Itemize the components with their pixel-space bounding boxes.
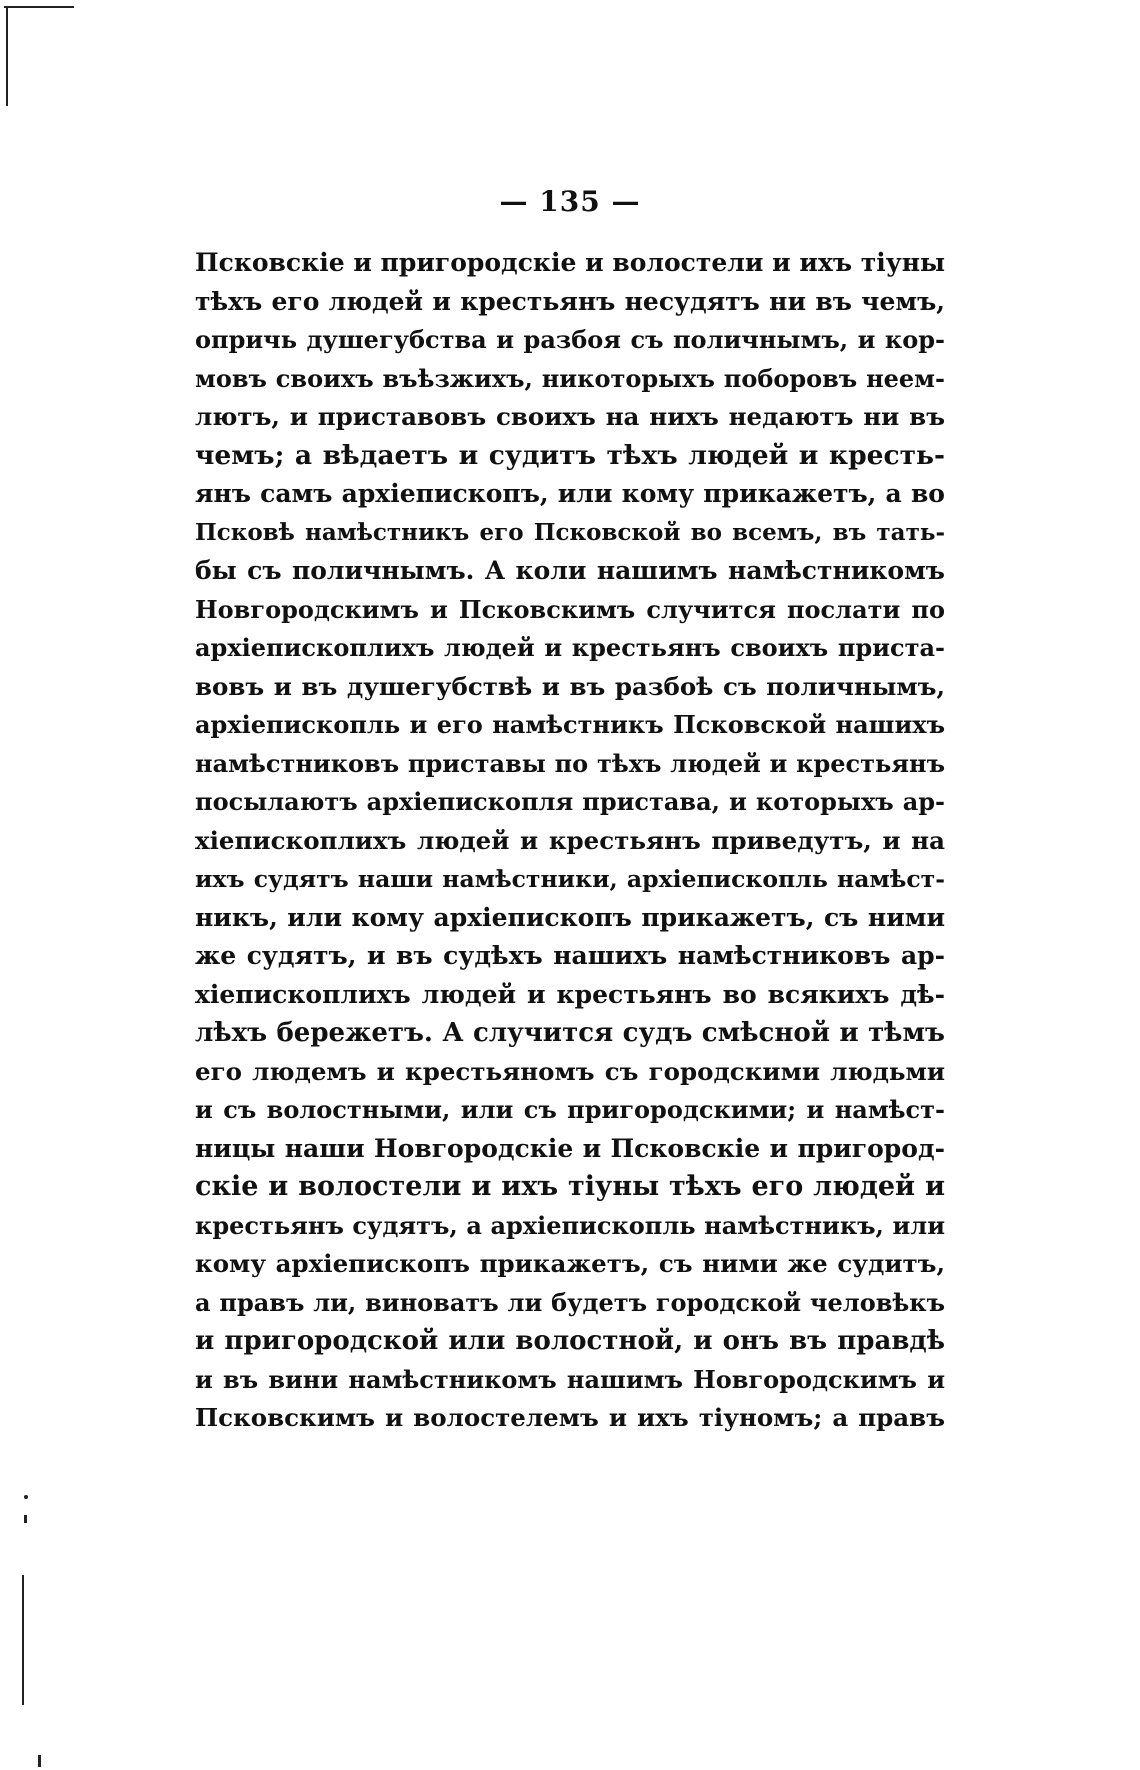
scan-artifact-dot	[24, 1515, 27, 1523]
text-line: хіепископлихъ людей и крестьянъ во всякихъ дѣ-	[195, 979, 945, 1009]
text-line: мовъ своихъ въѣзжихъ, никоторыхъ поборовъ неем-	[195, 363, 945, 393]
text-line: ницы наши Новгородскіе и Псковскіе и пригород-	[195, 1133, 945, 1163]
text-line: Псковѣ намѣстникъ его Псковской во всемъ, въ тать-	[195, 518, 945, 546]
text-line: бы съ поличнымъ. А коли нашимъ намѣстникомъ	[195, 556, 945, 585]
text-line: никъ, или кому архіепископъ прикажетъ, съ ними	[195, 902, 945, 932]
text-line: кому архіепископъ прикажетъ, съ ними же судитъ,	[195, 1249, 945, 1278]
text-line: и въ вини намѣстникомъ нашимъ Новгородскимъ и	[195, 1364, 945, 1394]
text-line: а правъ ли, виноватъ ли будетъ городской человѣкъ	[195, 1287, 945, 1317]
scan-artifact-left-bottom-line	[22, 1575, 24, 1705]
scan-artifact-dot	[38, 1755, 41, 1767]
text-line: Псковскимъ и волостелемъ и ихъ тіуномъ; а правъ	[195, 1403, 945, 1432]
text-line: опричь душегубства и разбоя съ поличнымъ, и кор-	[195, 325, 945, 354]
text-line: Псковскіе и пригородскіе и волостели и ихъ тіуны	[195, 248, 945, 277]
scan-artifact-dot	[24, 1495, 28, 1499]
text-body	[195, 244, 945, 1438]
text-line: архіепископль и его намѣстникъ Псковской нашихъ	[195, 710, 945, 739]
scan-artifact-top-line	[4, 6, 74, 8]
text-line: посылаютъ архіепископля пристава, и которыхъ ар-	[195, 787, 945, 816]
text-line: вовъ и въ душегубствѣ и въ разбоѣ съ поличнымъ,	[195, 671, 945, 701]
text-line: лютъ, и приставовъ своихъ на нихъ недаютъ ни въ	[195, 402, 945, 431]
text-line: крестьянъ судятъ, а архіепископль намѣстникъ, или	[195, 1210, 945, 1240]
text-line: Новгородскимъ и Псковскимъ случится послати по	[195, 594, 945, 624]
text-line: тѣхъ его людей и крестьянъ несудятъ ни въ чемъ,	[195, 286, 945, 316]
text-line: лѣхъ бережетъ. А случится судъ смѣсной и тѣмъ	[195, 1018, 945, 1048]
page-number: — 135 —	[499, 185, 641, 218]
text-line: и съ волостными, или съ пригородскими; и намѣст-	[195, 1095, 945, 1124]
text-line: янъ самъ архіепископъ, или кому прикажетъ, а во	[195, 479, 945, 508]
text-line: чемъ; а вѣдаетъ и судитъ тѣхъ людей и кресть-	[195, 439, 945, 471]
text-line: его людемъ и крестьяномъ съ городскими людьми	[195, 1056, 945, 1086]
text-line: намѣстниковъ приставы по тѣхъ людей и крестьянъ	[195, 748, 945, 778]
text-line: хіепископлихъ людей и крестьянъ приведутъ, и на	[195, 825, 945, 855]
text-line: ихъ судятъ наши намѣстники, архіепископль намѣст-	[195, 865, 945, 893]
text-line: и пригородской или волостной, и онъ въ правдѣ	[195, 1326, 945, 1356]
scan-artifact-left-line	[6, 6, 8, 106]
text-line: скіе и волостели и ихъ тіуны тѣхъ его людей и	[195, 1171, 945, 1202]
text-line: архіепископлихъ людей и крестьянъ своихъ приста-	[195, 633, 945, 662]
text-line: же судятъ, и въ судѣхъ нашихъ намѣстниковъ ар-	[195, 941, 945, 970]
